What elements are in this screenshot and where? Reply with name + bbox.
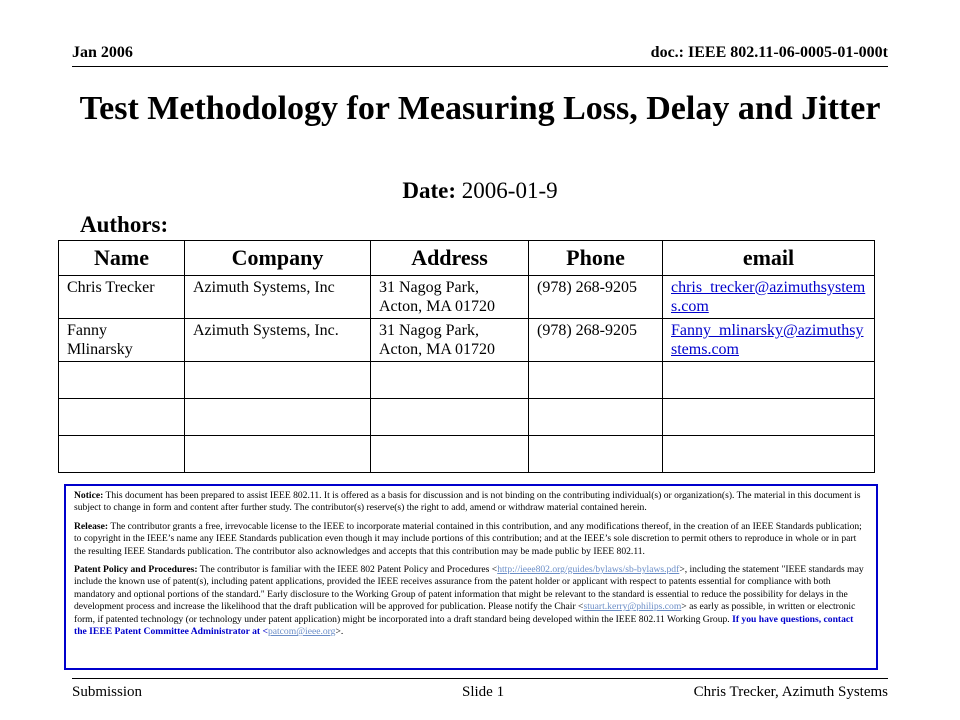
author-company: [185, 362, 371, 399]
footer-author: Chris Trecker, Azimuth Systems: [693, 684, 888, 700]
author-email-link[interactable]: chris_trecker@azimuthsystems.com: [663, 276, 875, 319]
table-row: [59, 362, 875, 399]
header-divider: [72, 66, 888, 67]
author-company: Azimuth Systems, Inc: [185, 276, 371, 319]
author-phone: (978) 268-9205: [529, 276, 663, 319]
notice-paragraph: [74, 490, 868, 515]
header-email: email: [663, 241, 875, 276]
patent-text-3: > as early as possible, in written or electronic form, if patented technology (or technology under patent application) might be incorporated into a draft standard being developed within the IEEE 802.11 Working Group.: [74, 601, 856, 625]
table-row: [59, 399, 875, 436]
author-address: [371, 436, 529, 473]
author-company: [185, 399, 371, 436]
author-name: [59, 362, 185, 399]
patent-paragraph: [74, 564, 868, 638]
patent-text-1: The contributor is familiar with the IEEE 802 Patent Policy and Procedures <: [199, 564, 498, 576]
patent-label: Patent Policy and Procedures:: [74, 564, 198, 576]
patcom-email-link[interactable]: patcom@ieee.org: [267, 626, 336, 638]
author-name: [59, 436, 185, 473]
table-row: [59, 319, 875, 362]
patent-text-2: >, including the statement "IEEE standards may include the known use of patent(s), including patent applications, provided the IEEE receives assurance from the patent holder or applicant with respect to patents essential for compliance with both mandatory and optional portions of the standard." Early disclosure to the Working Group of patent information that might be relevant to the standard is essential to reduce the possibility for delays in the development process and increase the likelihood that the draft publication will be approved for publication. Please notify the Chair <: [74, 564, 864, 613]
table-row: [59, 436, 875, 473]
bylaws-link[interactable]: http://ieee802.org/guides/bylaws/sb-bylaws.pdf: [497, 564, 680, 576]
author-phone: [529, 436, 663, 473]
slide-title: Test Methodology for Measuring Loss, Delay and Jitter: [79, 90, 881, 127]
authors-heading: Authors:: [80, 212, 169, 237]
chair-email-link[interactable]: stuart.kerry@philips.com: [583, 601, 682, 613]
author-company: [185, 436, 371, 473]
author-name: [59, 399, 185, 436]
author-address: 31 Nagog Park, Acton, MA 01720: [371, 319, 529, 362]
author-email-link[interactable]: Fanny_mlinarsky@azimuthsystems.com: [663, 319, 875, 362]
author-email: [663, 362, 875, 399]
slide-date: [0, 178, 960, 204]
author-address: [371, 362, 529, 399]
notice-text: This document has been prepared to assist IEEE 802.11. It is offered as a basis for discussion and is not binding on the contributing individual(s) or organization(s). The material in this document is subject to change in form and content after further study. The contributor(s) reserve(s) the right to add, amend or withdraw material contained herein.: [74, 490, 861, 514]
author-phone: (978) 268-9205: [529, 319, 663, 362]
authors-table-header: [59, 241, 875, 276]
author-company: Azimuth Systems, Inc.: [185, 319, 371, 362]
header-address: Address: [371, 241, 529, 276]
header-phone: Phone: [529, 241, 663, 276]
header-name: Name: [59, 241, 185, 276]
date-label: Date:: [402, 178, 457, 203]
date-value: 2006-01-9: [461, 178, 558, 203]
author-phone: [529, 362, 663, 399]
table-row: [59, 276, 875, 319]
release-text: The contributor grants a free, irrevocable license to the IEEE to incorporate material contained in this contribution, and any modifications thereof, in the creation of an IEEE Standards publication; to copyright in the IEEE’s name any IEEE Standards publication even though it may include portions of this contribution; and at the IEEE’s sole discretion to permit others to reproduce in whole or in part the resulting IEEE Standards publication. The contributor also acknowledges and accepts that this contribution may be made public by IEEE 802.11.: [74, 520, 862, 557]
author-address: 31 Nagog Park, Acton, MA 01720: [371, 276, 529, 319]
header-date: Jan 2006: [72, 44, 133, 61]
patent-end: >.: [335, 626, 344, 638]
author-address: [371, 399, 529, 436]
header-company: Company: [185, 241, 371, 276]
patent-contact-text: If you have questions, contact the IEEE Patent Committee Administrator at <: [74, 613, 854, 638]
footer-slide-number: Slide 1: [462, 684, 505, 700]
author-phone: [529, 399, 663, 436]
header-doc-id: doc.: IEEE 802.11-06-0005-01-000t: [650, 44, 888, 61]
notice-label: Notice:: [74, 490, 104, 501]
author-name: Fanny Mlinarsky: [59, 319, 185, 362]
authors-table: [58, 240, 875, 473]
author-email: [663, 399, 875, 436]
ieee-notice-box: [64, 484, 878, 670]
author-name: Chris Trecker: [59, 276, 185, 319]
footer-submission: Submission: [72, 684, 143, 700]
author-email: [663, 436, 875, 473]
footer-divider: [72, 678, 888, 679]
release-paragraph: [74, 521, 868, 558]
release-label: Release:: [74, 520, 109, 532]
